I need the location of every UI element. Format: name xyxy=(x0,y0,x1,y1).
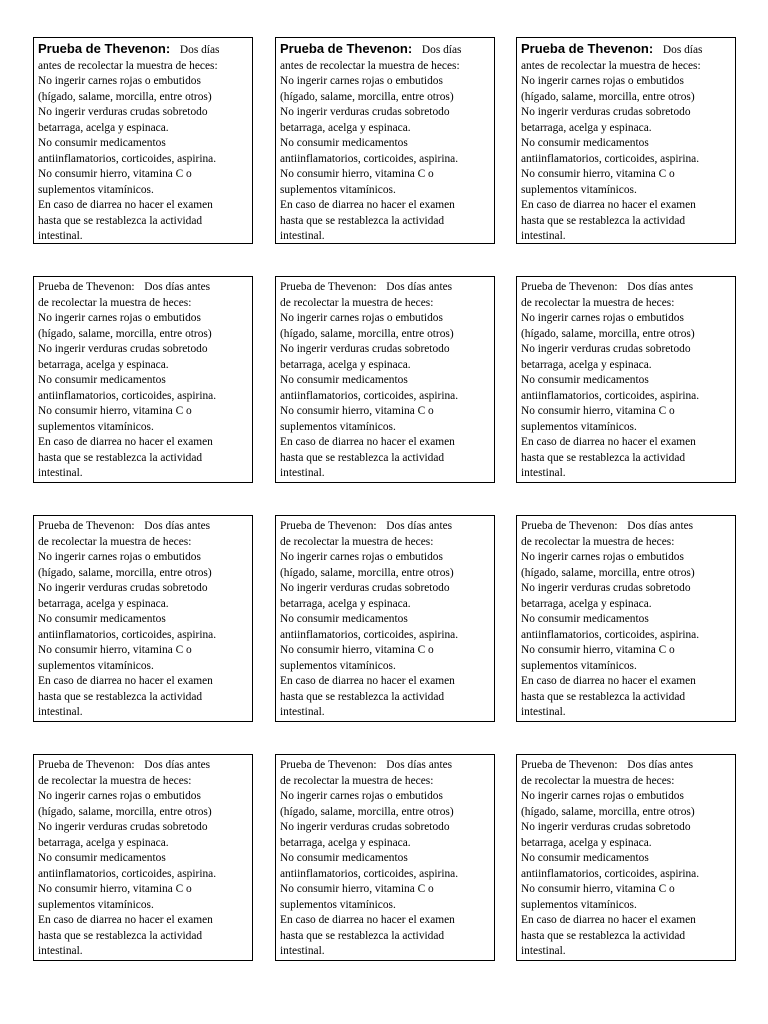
card-text-line: suplementos vitamínicos. xyxy=(38,898,154,911)
card-text-line: betarraga, acelga y espinaca. xyxy=(280,121,411,134)
card-text-line: de recolectar la muestra de heces: xyxy=(521,535,675,548)
instruction-card xyxy=(33,276,253,483)
card-text-line: No ingerir verduras crudas sobretodo xyxy=(38,106,208,118)
card-text-line: intestinal. xyxy=(280,706,325,718)
card-text-line: No consumir medicamentos xyxy=(38,613,166,625)
card-text-line: No ingerir verduras crudas sobretodo xyxy=(521,343,691,355)
card-text-line: antiinflamatorios, corticoides, aspirina. xyxy=(280,867,459,880)
card-text-line: hasta que se restablezca la actividad xyxy=(280,451,445,464)
card-text-line: betarraga, acelga y espinaca. xyxy=(280,358,411,371)
card-text-line: No consumir hierro, vitamina C o xyxy=(280,405,434,417)
card-text-line: intestinal. xyxy=(521,706,566,718)
card-text-line: betarraga, acelga y espinaca. xyxy=(280,597,411,610)
card-text-line: hasta que se restablezca la actividad xyxy=(280,214,445,227)
card-text-line: No ingerir verduras crudas sobretodo xyxy=(280,582,450,594)
instruction-card xyxy=(516,276,736,483)
card-heading-line xyxy=(280,519,490,535)
card-text-line: antes de recolectar la muestra de heces: xyxy=(280,59,460,72)
card-text-line: intestinal. xyxy=(280,230,325,242)
card-text-line: No ingerir carnes rojas o embutidos xyxy=(38,312,201,324)
card-text-line: No ingerir carnes rojas o embutidos xyxy=(521,312,684,324)
card-text-line: antiinflamatorios, corticoides, aspirina. xyxy=(521,152,700,165)
card-text-line: antiinflamatorios, corticoides, aspirina. xyxy=(521,389,700,402)
card-text-line: No consumir hierro, vitamina C o xyxy=(521,883,675,895)
card-title-lead: Dos días xyxy=(421,44,462,56)
card-title-lead: Dos días antes xyxy=(386,520,453,532)
card-text-line: En caso de diarrea no hacer el examen xyxy=(38,199,213,211)
card-text-line: hasta que se restablezca la actividad xyxy=(38,929,203,942)
card-text-line: suplementos vitamínicos. xyxy=(280,183,396,196)
card-title-lead: Dos días antes xyxy=(144,520,211,532)
card-text-line: antiinflamatorios, corticoides, aspirina. xyxy=(38,628,217,641)
card-heading-line xyxy=(521,280,731,296)
card-title-lead: Dos días antes xyxy=(386,281,453,293)
card-text-line: de recolectar la muestra de heces: xyxy=(38,774,192,787)
card-title-lead: Dos días antes xyxy=(144,759,211,771)
instruction-card xyxy=(275,37,495,244)
card-text-line: hasta que se restablezca la actividad xyxy=(38,690,203,703)
card-text-line: antiinflamatorios, corticoides, aspirina. xyxy=(521,867,700,880)
card-text-line: (hígado, salame, morcilla, entre otros) xyxy=(521,566,695,579)
card-text-line: intestinal. xyxy=(521,230,566,242)
card-heading-line xyxy=(38,41,248,59)
card-text-line: No consumir medicamentos xyxy=(38,137,166,149)
card-heading-line xyxy=(280,280,490,296)
card-text-line: No consumir hierro, vitamina C o xyxy=(521,405,675,417)
card-text-line: antiinflamatorios, corticoides, aspirina. xyxy=(521,628,700,641)
card-text-line: betarraga, acelga y espinaca. xyxy=(521,121,652,134)
card-text-line: intestinal. xyxy=(280,467,325,479)
instruction-card xyxy=(516,515,736,722)
card-text-line: antiinflamatorios, corticoides, aspirina. xyxy=(38,152,217,165)
card-text-line: No ingerir verduras crudas sobretodo xyxy=(280,821,450,833)
card-text-line: antes de recolectar la muestra de heces: xyxy=(521,59,701,72)
card-text-line: No ingerir carnes rojas o embutidos xyxy=(38,551,201,563)
card-text-line: No ingerir carnes rojas o embutidos xyxy=(521,551,684,563)
card-text-line: En caso de diarrea no hacer el examen xyxy=(521,199,696,211)
card-text-line: No consumir hierro, vitamina C o xyxy=(280,644,434,656)
card-text-line: (hígado, salame, morcilla, entre otros) xyxy=(38,90,212,103)
card-text-line: (hígado, salame, morcilla, entre otros) xyxy=(280,327,454,340)
card-text-line: suplementos vitamínicos. xyxy=(38,183,154,196)
card-text-line: de recolectar la muestra de heces: xyxy=(38,535,192,548)
card-text-line: (hígado, salame, morcilla, entre otros) xyxy=(280,805,454,818)
card-text-line: No consumir medicamentos xyxy=(280,374,408,386)
card-text-line: No ingerir verduras crudas sobretodo xyxy=(521,821,691,833)
card-text-line: No ingerir verduras crudas sobretodo xyxy=(521,582,691,594)
card-text-line: suplementos vitamínicos. xyxy=(521,183,637,196)
card-text-line: de recolectar la muestra de heces: xyxy=(521,774,675,787)
card-text-line: En caso de diarrea no hacer el examen xyxy=(521,914,696,926)
card-text-line: No ingerir verduras crudas sobretodo xyxy=(521,106,691,118)
card-text-line: No consumir hierro, vitamina C o xyxy=(521,644,675,656)
card-text-line: En caso de diarrea no hacer el examen xyxy=(280,675,455,687)
card-text-line: suplementos vitamínicos. xyxy=(280,420,396,433)
card-title-lead: Dos días xyxy=(662,44,703,56)
card-text-line: No consumir medicamentos xyxy=(521,137,649,149)
card-text-line: betarraga, acelga y espinaca. xyxy=(38,121,169,134)
card-text-line: No consumir hierro, vitamina C o xyxy=(38,644,192,656)
card-title: Prueba de Thevenon: xyxy=(521,41,654,56)
card-text-line: No ingerir verduras crudas sobretodo xyxy=(280,343,450,355)
card-title-lead: Dos días antes xyxy=(627,520,694,532)
card-text-line: antiinflamatorios, corticoides, aspirina. xyxy=(280,389,459,402)
card-heading-line xyxy=(521,758,731,774)
card-text-line: No consumir medicamentos xyxy=(280,137,408,149)
card-text-line: suplementos vitamínicos. xyxy=(38,420,154,433)
card-text-line: antiinflamatorios, corticoides, aspirina. xyxy=(280,152,459,165)
card-text-line: En caso de diarrea no hacer el examen xyxy=(521,675,696,687)
instruction-card xyxy=(516,754,736,961)
card-text-line: de recolectar la muestra de heces: xyxy=(38,296,192,309)
card-text-line: En caso de diarrea no hacer el examen xyxy=(38,436,213,448)
card-text-line: antiinflamatorios, corticoides, aspirina. xyxy=(280,628,459,641)
card-title: Prueba de Thevenon: xyxy=(38,520,135,532)
card-heading-line xyxy=(521,41,731,59)
card-text-line: suplementos vitamínicos. xyxy=(280,659,396,672)
card-text-line: No consumir hierro, vitamina C o xyxy=(38,405,192,417)
card-text-line: hasta que se restablezca la actividad xyxy=(521,451,686,464)
card-text-line: hasta que se restablezca la actividad xyxy=(38,451,203,464)
card-heading-line xyxy=(38,758,248,774)
card-text-line: hasta que se restablezca la actividad xyxy=(521,929,686,942)
card-text-line: No ingerir verduras crudas sobretodo xyxy=(38,821,208,833)
card-heading-line xyxy=(280,41,490,59)
card-title-lead: Dos días antes xyxy=(627,281,694,293)
card-title: Prueba de Thevenon: xyxy=(38,759,135,771)
card-text-line: de recolectar la muestra de heces: xyxy=(280,535,434,548)
instruction-card xyxy=(33,754,253,961)
card-text-line: En caso de diarrea no hacer el examen xyxy=(521,436,696,448)
instruction-card xyxy=(33,37,253,244)
card-text-line: de recolectar la muestra de heces: xyxy=(521,296,675,309)
card-text-line: intestinal. xyxy=(38,467,83,479)
card-text-line: (hígado, salame, morcilla, entre otros) xyxy=(521,327,695,340)
card-text-line: betarraga, acelga y espinaca. xyxy=(521,836,652,849)
card-text-line: betarraga, acelga y espinaca. xyxy=(521,597,652,610)
card-text-line: de recolectar la muestra de heces: xyxy=(280,774,434,787)
card-text-line: intestinal. xyxy=(521,467,566,479)
instruction-card xyxy=(275,276,495,483)
card-title: Prueba de Thevenon: xyxy=(521,520,618,532)
instruction-card xyxy=(516,37,736,244)
card-text-line: No consumir medicamentos xyxy=(38,852,166,864)
card-text-line: No consumir hierro, vitamina C o xyxy=(521,168,675,180)
card-text-line: (hígado, salame, morcilla, entre otros) xyxy=(38,327,212,340)
card-text-line: (hígado, salame, morcilla, entre otros) xyxy=(38,805,212,818)
card-text-line: intestinal. xyxy=(280,945,325,957)
card-text-line: No consumir medicamentos xyxy=(38,374,166,386)
card-title: Prueba de Thevenon: xyxy=(38,281,135,293)
card-title: Prueba de Thevenon: xyxy=(280,281,377,293)
card-text-line: No ingerir carnes rojas o embutidos xyxy=(521,790,684,802)
card-text-line: (hígado, salame, morcilla, entre otros) xyxy=(521,805,695,818)
card-title: Prueba de Thevenon: xyxy=(280,520,377,532)
card-heading-line xyxy=(38,519,248,535)
card-text-line: suplementos vitamínicos. xyxy=(521,898,637,911)
card-text-line: intestinal. xyxy=(38,706,83,718)
card-heading-line xyxy=(280,758,490,774)
card-title-lead: Dos días antes xyxy=(386,759,453,771)
card-text-line: No ingerir verduras crudas sobretodo xyxy=(280,106,450,118)
card-text-line: No ingerir carnes rojas o embutidos xyxy=(38,790,201,802)
card-text-line: suplementos vitamínicos. xyxy=(280,898,396,911)
card-text-line: betarraga, acelga y espinaca. xyxy=(38,836,169,849)
card-text-line: betarraga, acelga y espinaca. xyxy=(280,836,411,849)
card-text-line: hasta que se restablezca la actividad xyxy=(280,690,445,703)
card-text-line: hasta que se restablezca la actividad xyxy=(521,690,686,703)
card-text-line: No ingerir carnes rojas o embutidos xyxy=(280,790,443,802)
card-text-line: hasta que se restablezca la actividad xyxy=(280,929,445,942)
card-text-line: betarraga, acelga y espinaca. xyxy=(38,358,169,371)
card-text-line: No ingerir verduras crudas sobretodo xyxy=(38,343,208,355)
instruction-card xyxy=(275,754,495,961)
card-text-line: No ingerir verduras crudas sobretodo xyxy=(38,582,208,594)
card-text-line: En caso de diarrea no hacer el examen xyxy=(38,914,213,926)
card-text-line: (hígado, salame, morcilla, entre otros) xyxy=(280,90,454,103)
card-text-line: No ingerir carnes rojas o embutidos xyxy=(280,551,443,563)
card-title: Prueba de Thevenon: xyxy=(521,281,618,293)
card-text-line: (hígado, salame, morcilla, entre otros) xyxy=(38,566,212,579)
card-text-line: En caso de diarrea no hacer el examen xyxy=(280,914,455,926)
card-text-line: No ingerir carnes rojas o embutidos xyxy=(280,312,443,324)
instruction-card xyxy=(33,515,253,722)
card-title-lead: Dos días xyxy=(179,44,220,56)
card-text-line: En caso de diarrea no hacer el examen xyxy=(38,675,213,687)
card-text-line: intestinal. xyxy=(38,945,83,957)
card-text-line: No consumir medicamentos xyxy=(280,852,408,864)
card-title: Prueba de Thevenon: xyxy=(521,759,618,771)
card-heading-line xyxy=(521,519,731,535)
card-text-line: antiinflamatorios, corticoides, aspirina. xyxy=(38,389,217,402)
card-text-line: suplementos vitamínicos. xyxy=(521,659,637,672)
card-text-line: En caso de diarrea no hacer el examen xyxy=(280,436,455,448)
card-text-line: intestinal. xyxy=(521,945,566,957)
card-text-line: intestinal. xyxy=(38,230,83,242)
card-text-line: antiinflamatorios, corticoides, aspirina. xyxy=(38,867,217,880)
card-text-line: No consumir hierro, vitamina C o xyxy=(280,883,434,895)
card-text-line: En caso de diarrea no hacer el examen xyxy=(280,199,455,211)
card-text-line: (hígado, salame, morcilla, entre otros) xyxy=(521,90,695,103)
card-text-line: de recolectar la muestra de heces: xyxy=(280,296,434,309)
card-title: Prueba de Thevenon: xyxy=(280,41,413,56)
card-text-line: (hígado, salame, morcilla, entre otros) xyxy=(280,566,454,579)
card-text-line: No consumir medicamentos xyxy=(521,374,649,386)
card-text-line: No consumir hierro, vitamina C o xyxy=(38,168,192,180)
card-text-line: No consumir hierro, vitamina C o xyxy=(280,168,434,180)
card-text-line: No consumir medicamentos xyxy=(521,613,649,625)
card-heading-line xyxy=(38,280,248,296)
card-title-lead: Dos días antes xyxy=(627,759,694,771)
card-text-line: No consumir medicamentos xyxy=(521,852,649,864)
card-text-line: No ingerir carnes rojas o embutidos xyxy=(38,75,201,87)
card-text-line: No consumir medicamentos xyxy=(280,613,408,625)
card-title: Prueba de Thevenon: xyxy=(280,759,377,771)
instruction-card xyxy=(275,515,495,722)
card-text-line: betarraga, acelga y espinaca. xyxy=(38,597,169,610)
card-text-line: hasta que se restablezca la actividad xyxy=(521,214,686,227)
card-title: Prueba de Thevenon: xyxy=(38,41,171,56)
card-text-line: antes de recolectar la muestra de heces: xyxy=(38,59,218,72)
card-text-line: betarraga, acelga y espinaca. xyxy=(521,358,652,371)
card-text-line: No ingerir carnes rojas o embutidos xyxy=(521,75,684,87)
card-text-line: No ingerir carnes rojas o embutidos xyxy=(280,75,443,87)
card-text-line: suplementos vitamínicos. xyxy=(38,659,154,672)
card-title-lead: Dos días antes xyxy=(144,281,211,293)
card-text-line: No consumir hierro, vitamina C o xyxy=(38,883,192,895)
card-text-line: suplementos vitamínicos. xyxy=(521,420,637,433)
card-text-line: hasta que se restablezca la actividad xyxy=(38,214,203,227)
